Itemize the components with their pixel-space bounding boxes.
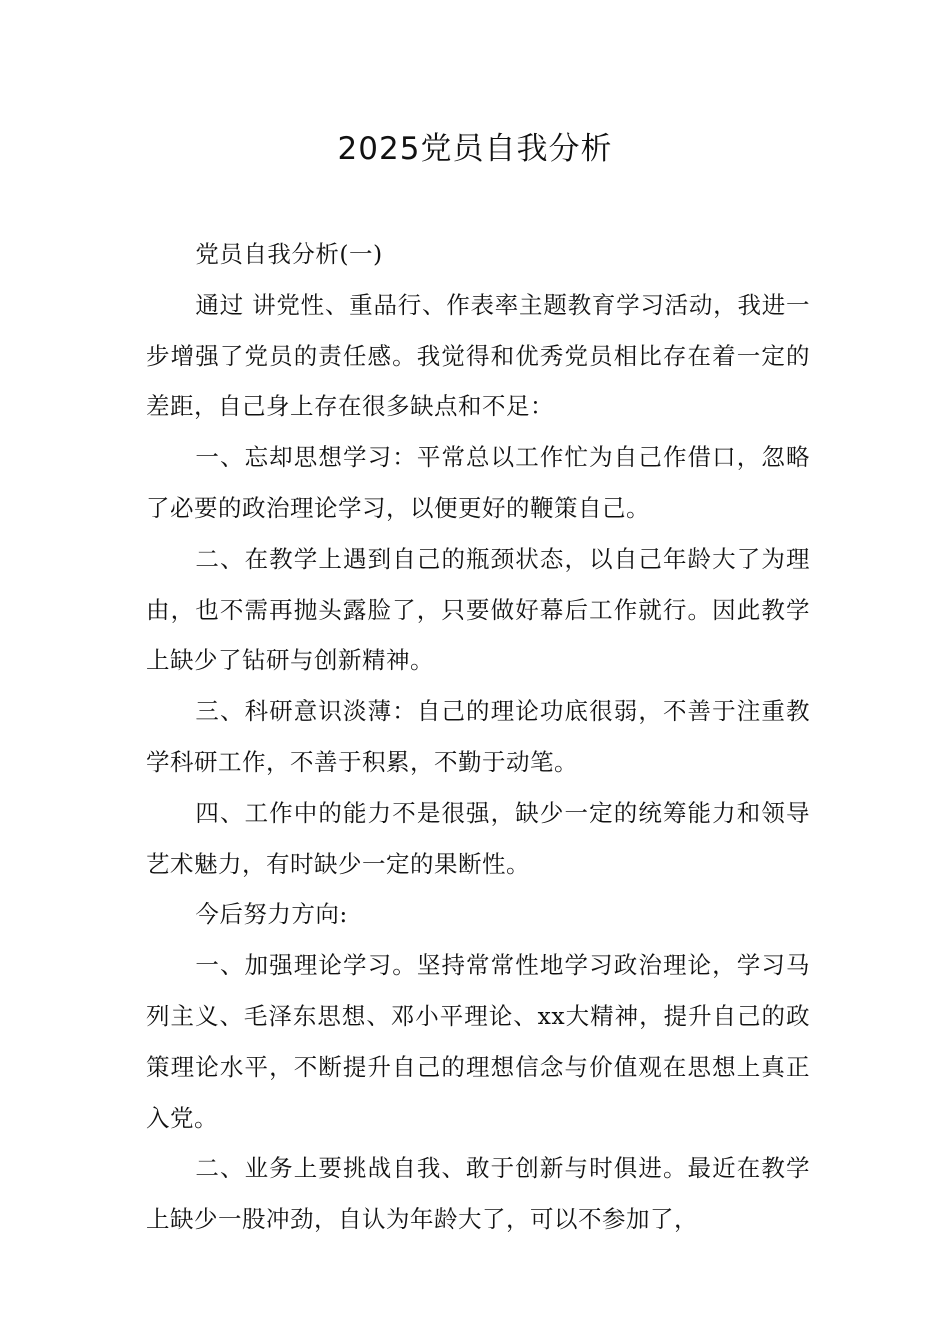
paragraph-shortcoming-3: 三、科研意识淡薄：自己的理论功底很弱，不善于注重教学科研工作，不善于积累，不勤于动笔。: [146, 697, 810, 776]
paragraph-direction-2: 二、业务上要挑战自我、敢于创新与时俱进。最近在教学上缺少一股冲劲，自认为年龄大了，可以不参加了，: [146, 1154, 810, 1234]
paragraph-direction-1: 一、加强理论学习。坚持常常性地学习政治理论，学习马列主义、毛泽东思想、邓小平理论、xx大精神，提升自己的政策理论水平，不断提升自己的理想信念与价值观在思想上真正入党。: [146, 951, 810, 1132]
paragraph-shortcoming-1: 一、忘却思想学习：平常总以工作忙为自己作借口，忽略了必要的政治理论学习，以便更好的鞭策自己。: [146, 443, 810, 522]
paragraph-intro: 通过 讲党性、重品行、作表率主题教育学习活动，我进一步增强了党员的责任感。我觉得和优秀党员相比存在着一定的差距，自己身上存在很多缺点和不足：: [146, 290, 810, 421]
paragraph-shortcoming-4: 四、工作中的能力不是很强，缺少一定的统筹能力和领导艺术魅力，有时缺少一定的果断性。: [146, 798, 810, 878]
paragraph-shortcoming-2: 二、在教学上遇到自己的瓶颈状态，以自己年龄大了为理由，也不需再抛头露脸了，只要做好幕后工作就行。因此教学上缺少了钻研与创新精神。: [146, 544, 810, 675]
paragraph-direction-heading: 今后努力方向:: [195, 900, 348, 929]
document-title: 2025党员自我分析: [337, 131, 613, 167]
document-body: [146, 229, 810, 1245]
paragraph-section-heading: 党员自我分析(一): [195, 240, 383, 268]
